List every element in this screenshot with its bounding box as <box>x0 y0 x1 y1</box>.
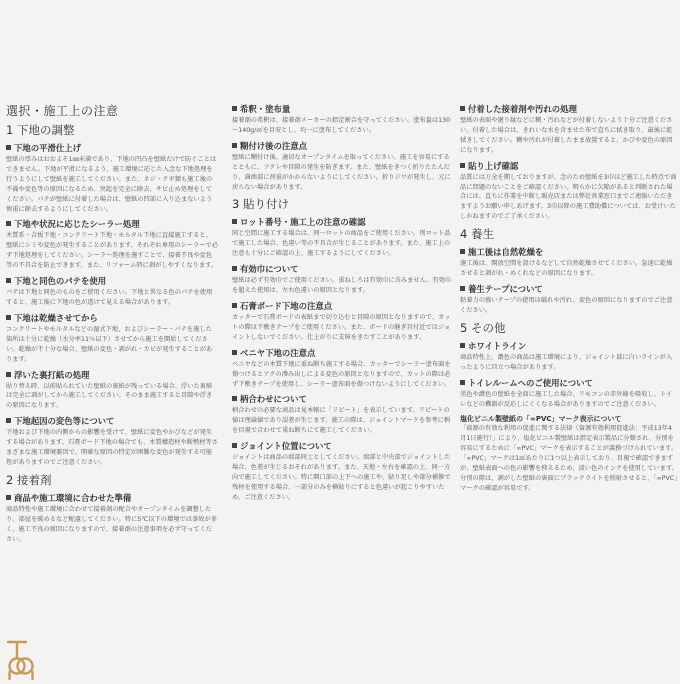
item-body: 壁紙は必ず有効巾でご使用ください。重ねしろは有効巾に含みません。有効巾を超えた使用は、左右色違いの原因となります。 <box>232 277 452 295</box>
item-3-1 <box>232 217 454 259</box>
item-5-1 <box>460 341 678 373</box>
bullet-square-icon <box>460 106 465 111</box>
pvc-note-heading: 塩化ビニル製壁紙の「∞PVC」マーク表示について <box>460 415 622 424</box>
item-heading: 有効巾について <box>240 264 299 275</box>
pvc-mark-note <box>460 414 678 493</box>
item-body: 商品特性上、濃色の商品は施工環境により、ジョイント部に白いラインが入ったように目立つ場合があります。 <box>460 353 673 371</box>
bullet-square-icon <box>460 343 465 348</box>
item-heading: ロット番号・施工上の注意の確認 <box>240 217 366 228</box>
item-heading: 商品や施工環境に合わせた準備 <box>14 492 132 503</box>
item-body: 黒色や濃色の壁紙を全面に施工した場合、リモコンの赤外線を吸収し、トイレなどの機器が反応しにくくなる場合がありますのでご注意ください。 <box>460 390 673 408</box>
item-body: 商品特性や施工環境に合わせて接着剤の配合やオープンタイムを調整したり、部屋を暖めるなど配慮してください。特に5℃以下の環境では事故が多く、施工不良の原因になりますので、接着剤の注意事項を必ず守ってください。 <box>6 505 217 543</box>
column-3 <box>460 104 678 494</box>
bullet-square-icon <box>232 350 237 355</box>
bullet-square-icon <box>460 163 465 168</box>
item-heading: 下地と同色のパテを使用 <box>14 276 107 287</box>
bullet-square-icon <box>232 266 237 271</box>
item-body: ベニヤなどの木質下地に重ね断ち施工する場合、カッターでシーラー塗布面を傷つけるとアクの滲み出しによる変色の原因となりますので、カットの際は必ず下敷きテープを使用し、シーラー塗布面を傷つけないようにしてください。 <box>232 360 451 388</box>
bullet-square-icon <box>6 221 11 226</box>
item-body: 壁紙の表面や廻り縁などに糊・汚れなどが付着しないよう十分ご注意ください。付着した場合は、きれいな水を含ませた布で直ちに拭き取り、最後に乾拭きしてください。糊や汚れが付着したまま放置すると、かびや変色の原因になります。 <box>460 117 673 154</box>
item-body: 粘着力の強いテープの使用は破れや汚れ、変色の原因になりますのでご注意ください。 <box>460 296 673 314</box>
item-heading: 付着した接着剤や汚れの処理 <box>468 104 577 114</box>
section-title-5: 5 その他 <box>460 320 506 335</box>
item-heading: 石膏ボード下地の注意点 <box>240 300 333 311</box>
bullet-square-icon <box>232 106 237 111</box>
item-1-3 <box>6 276 218 308</box>
item-1-5 <box>6 370 218 412</box>
bullet-square-icon <box>232 443 237 448</box>
item-body: 壁紙の厚みはおおよそ1㎜未満であり、下地の凹凸を壁紙だけで防ぐことはできません。下地が平滑になるよう、施工環境に応じた入念な下地処理を行うようにして壁紙を施工してください。また、ネジ・クギ類も施工後の不備や変色等の原因になるため、突起を完全に除去、サビ止め処理をしてください。パテが壁紙に付着した場合は、壁紙の凹部に入り込まないよう慎重に除去するようにしてください。 <box>6 156 217 213</box>
item-body: 貼り替え時、以前貼られていた壁紙の裏紙が残っている場合、浮いた裏紙は完全に剥がしてから施工してください。そのまま施工すると目隙や浮きの原因になります。 <box>6 382 213 410</box>
bullet-square-icon <box>232 303 237 308</box>
item-1-6 <box>6 416 218 468</box>
item-3-4 <box>232 348 454 390</box>
bullet-square-icon <box>232 143 237 148</box>
bullet-square-icon <box>232 219 237 224</box>
item-3-7 <box>460 104 678 156</box>
item-body: コンクリートやモルタルなどの湿式下地、およびシーラー・パテを施した箇所は十分に乾燥（水分率11％以下）させてから施工を開始してください。乾燥が不十分な場合、壁紙の変色・剥がれ・カビが発生することがあります。 <box>6 325 213 363</box>
bullet-square-icon <box>460 286 465 291</box>
item-heading: 下地の平滑仕上げ <box>14 143 81 153</box>
item-1-2 <box>6 219 218 271</box>
item-heading: 浮いた裏打紙の処理 <box>14 369 90 380</box>
bullet-square-icon <box>460 249 465 254</box>
item-3-5 <box>232 394 454 436</box>
bullet-square-icon <box>6 278 11 283</box>
item-4-2 <box>460 284 678 316</box>
item-heading: 希釈・塗布量 <box>240 104 291 114</box>
item-heading: 柄合わせについて <box>240 394 307 405</box>
item-body: カッターで石膏ボードの表紙まで切り込むと目隙の原因となりますので、カットの際は下敷きテープをご使用ください。また、ボードの継ぎ目付近ではジョイントしないでください。仕上がりに支障をきたすことがあります。 <box>232 313 451 341</box>
item-body: 同じ空間に施工する場合は、同一ロットの商品をご使用ください。別ロット品で施工した場合、色違い等の不具合が生じることがあります。また、施工上の注意も十分にご確認の上、施工するようにしてください。 <box>232 230 451 258</box>
item-body: ジョイントは商品の端部同士としてください。端部と中央部でジョイントした場合、色差が生じるおそれがあります。また、天地・左右を確認の上、同一方向で施工してください。特に開口部の上下への施工や、貼り足しや部分補修で残材を使用する場合、一部分のみを横貼りにすると色違いが起こりやすいため、ご注意ください。 <box>232 454 451 501</box>
column-2 <box>232 104 454 508</box>
bullet-square-icon <box>6 372 11 377</box>
item-3-6 <box>232 441 454 503</box>
bullet-square-icon <box>6 315 11 320</box>
item-1-4 <box>6 313 218 365</box>
item-3-8 <box>460 161 678 223</box>
item-heading: 糊付け後の注意点 <box>240 140 307 151</box>
item-1-1 <box>6 143 218 214</box>
item-heading: 下地起因の変色等について <box>14 416 115 427</box>
item-body: 壁紙に糊付け後、適切なオープンタイムを取ってください。施工を容易にするとともに、フクレや目隙の発生を防ぎます。また、壁紙をきつく折りたたんだり、満曲部に荷重がかからないようにしてください。折りジワが発生し、元に戻らない場合があります。 <box>232 153 451 191</box>
item-body: パテは下地と同色のものをご使用ください。下地と異なる色のパテを使用すると、施工後に下地の色が透けて見える場合があります。 <box>6 289 213 306</box>
pvc-note-body: 「資源の有効な利用の促進に関する法律（資源有効利用促進法：平成13年4月1日施行）」により、塩化ビニル製壁紙は指定表示製品に分類され、分別を容易にするために「∞PVC」マークを表示することが義務づけられています。「∞PVC」マークは1㎡あたりに1つ以上表示しており、目視で確認できますが、壁紙表面への色の影響を抑えるため、淡い色のインクを使用しています。分別の際は、剥がした壁紙の裏面にブラックライトを照射させると、「∞PVC」マークの確認が容易です。 <box>460 425 678 492</box>
item-3-3 <box>232 301 454 343</box>
item-2-2 <box>232 104 454 136</box>
item-body: 接着剤の希釈は、接着剤メーカーの指定割合を守ってください。塗布量は130～140g/㎡を目安とし、均一に塗布してください。 <box>232 117 451 134</box>
item-heading: ホワイトライン <box>468 340 527 351</box>
item-3-2 <box>232 264 454 296</box>
item-heading: 養生テープについて <box>468 283 543 294</box>
item-body: 柄合わせの必要な商品は見本帳に「リピート」を表示しています。リピートの値は理論値であり誤差が生じます。施工の際は、ジョイントマークを参考に柄を目視で合わせて重ね断ちにて施工してください。 <box>232 407 451 435</box>
page-title: 選択・施工上の注意 <box>6 104 119 118</box>
item-5-2 <box>460 378 678 410</box>
item-heading: トイレルームへのご使用について <box>468 377 593 388</box>
bullet-square-icon <box>6 418 11 423</box>
column-1 <box>6 104 218 549</box>
item-body: 施工後は、開放空間を設けるなどして自然乾燥させてください。急速に乾燥させると剥がれ・めくれなどの原因になります。 <box>460 260 673 278</box>
section-title-3: 3 貼り付け <box>232 197 289 212</box>
item-heading: ベニヤ下地の注意点 <box>240 347 316 358</box>
item-heading: 貼り上げ確認 <box>468 160 519 171</box>
item-body: 下地および下地の内側からの影響を受けて、壁紙に変色やかびなどが発生する場合があります。石膏ボード下地の場合でも、木質構造材や断熱材等さまざまな施工環境要因で、明確な原因の特定が困難な変色が発生する可能性がありますのでご注意ください。 <box>6 429 218 466</box>
item-body: 品質には万全を期しておりますが、念のため壁紙を3巾ほど施工した時点で商品に問題のないことをご確認ください。明らかに欠陥があると判断された場合には、直ちに作業を中断し販売店または弊社営業窓口までご連絡いただきますようお願い申しあげます。3巾以降の施工費助償については、お受けいたしかねますのでご了承ください。 <box>460 173 677 221</box>
item-4-1 <box>460 247 678 279</box>
item-body: 木質系・合板下地・コンクリート下地・モルタル下地に直接施工すると、壁紙にシミや変色が発生することがあります。それぞれ専用のシーラーで必ず下地処理をしてください。シーラー処理を施すことで、接着不良や変色等の不具合を防止できます。また、リフォーム時に剥がしやすくなります。 <box>6 232 218 270</box>
item-heading: 施工後は自然乾燥を <box>468 247 544 258</box>
bullet-square-icon <box>6 145 11 150</box>
item-2-1 <box>6 493 218 545</box>
section-title-4: 4 養生 <box>460 227 494 242</box>
item-heading: 下地は乾燥させてから <box>14 312 98 323</box>
bullet-square-icon <box>460 380 465 385</box>
item-2-3 <box>232 141 454 193</box>
item-heading: ジョイント位置について <box>240 441 332 452</box>
bullet-square-icon <box>232 396 237 401</box>
section-title-1: 1 下地の調整 <box>6 123 75 137</box>
item-heading: 下地や状況に応じたシーラー処理 <box>14 219 140 230</box>
bullet-square-icon <box>6 495 11 500</box>
section-title-2: 2 接着剤 <box>6 472 52 487</box>
brand-logo-icon <box>0 636 40 680</box>
